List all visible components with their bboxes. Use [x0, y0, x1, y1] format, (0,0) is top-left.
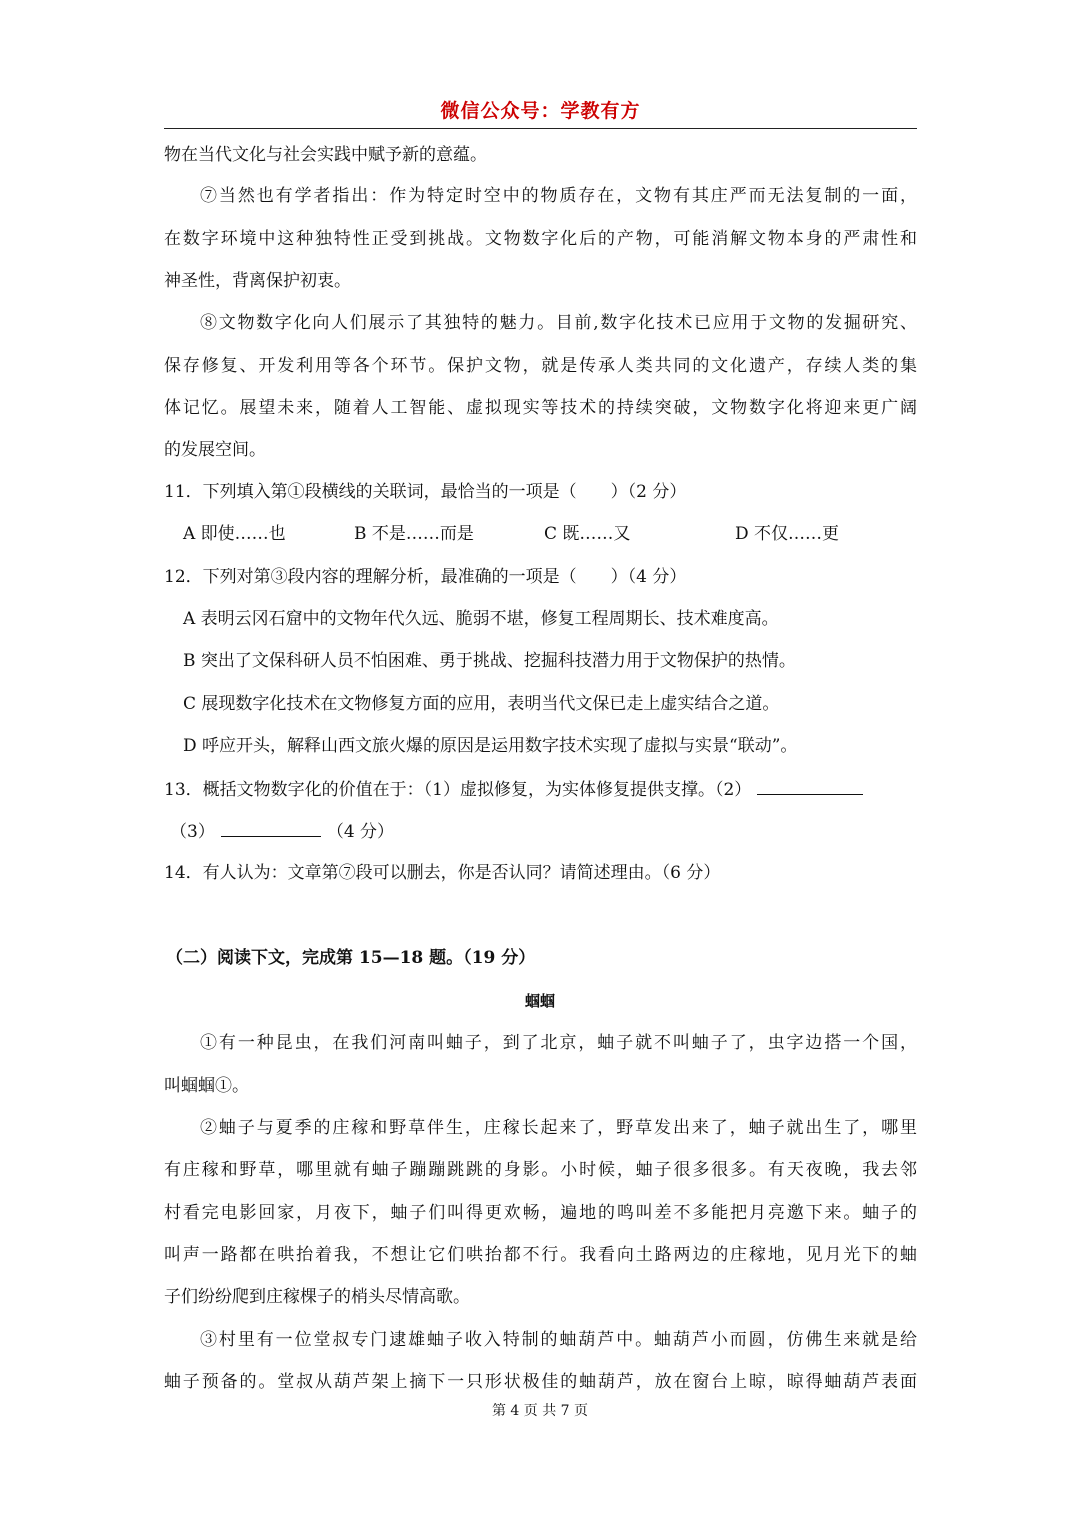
article-title: 蝈蝈 [524, 992, 555, 1010]
q13-text: 13．概括文物数字化的价值在于：（1）虚拟修复，为实体修复提供支撑。（2） [164, 780, 752, 800]
article-line: ②蚰子与夏季的庄稼和野草伴生，庄稼长起来了，野草发出来了，蚰子就出生了，哪里 [200, 1118, 917, 1138]
article-line: 叫声一路都在哄抬着我，不想让它们哄抬都不行。我看向土路两边的庄稼地，见月光下的蚰 [164, 1245, 917, 1265]
question-13-line1 [164, 776, 863, 802]
passage-line: 的发展空间。 [164, 440, 266, 460]
question-14-stem: 14．有人认为：文章第⑦段可以删去，你是否认同？请简述理由。（6 分） [164, 863, 721, 883]
q13-score: （4 分） [326, 822, 395, 842]
article-line: ③村里有一位堂叔专门逮雄蚰子收入特制的蚰葫芦中。蚰葫芦小而圆，仿佛生来就是给 [200, 1330, 917, 1350]
q13-answer-blank-2[interactable] [757, 776, 863, 795]
q13-answer-blank-3[interactable] [221, 818, 321, 837]
article-line: 有庄稼和野草，哪里就有蚰子蹦蹦跳跳的身影。小时候，蚰子很多很多。有天夜晚，我去邻 [164, 1160, 917, 1180]
page-header [164, 98, 917, 129]
passage-line: ⑧文物数字化向人们展示了其独特的魅力。目前,数字化技术已应用于文物的发掘研究、 [200, 313, 917, 333]
passage-line: 保存修复、开发利用等各个环节。保护文物，就是传承人类共同的文化遗产，存续人类的集 [164, 356, 917, 376]
q11-option-c: C 既……又 [544, 524, 631, 544]
q11-option-a: A 即使……也 [183, 524, 286, 544]
passage-line: 神圣性，背离保护初衷。 [164, 271, 351, 291]
passage-line: 在数字环境中这种独特性正受到挑战。文物数字化后的产物，可能消解文物本身的严肃性和 [164, 229, 917, 249]
q12-option-b: B 突出了文保科研人员不怕困难、勇于挑战、挖掘科技潜力用于文物保护的热情。 [183, 651, 796, 671]
article-line: 子们纷纷爬到庄稼棵子的梢头尽情高歌。 [164, 1287, 470, 1307]
q13-prefix: （3） [170, 822, 215, 842]
q11-option-d: D 不仅……更 [735, 524, 840, 544]
page-footer: 第 4 页 共 7 页 [491, 1403, 589, 1419]
q12-option-c: C 展现数字化技术在文物修复方面的应用，表明当代文保已走上虚实结合之道。 [183, 694, 780, 714]
article-line: 蚰子预备的。堂叔从葫芦架上摘下一只形状极佳的蚰葫芦，放在窗台上晾，晾得蚰葫芦表面 [164, 1372, 917, 1392]
q12-option-a: A 表明云冈石窟中的文物年代久远、脆弱不堪，修复工程周期长、技术难度高。 [183, 609, 779, 629]
passage-line: 体记忆。展望未来，随着人工智能、虚拟现实等技术的持续突破，文物数字化将迎来更广阔 [164, 398, 917, 418]
question-13-line2 [170, 818, 394, 844]
question-11-stem: 11．下列填入第①段横线的关联词，最恰当的一项是（ ）（2 分） [164, 482, 687, 502]
q12-option-d: D 呼应开头，解释山西文旅火爆的原因是运用数字技术实现了虚拟与实景“联动”。 [183, 736, 798, 756]
article-line: ①有一种昆虫，在我们河南叫蚰子，到了北京，蚰子就不叫蚰子了，虫字边搭一个国， [200, 1033, 917, 1053]
section-heading: （二）阅读下文，完成第 15—18 题。（19 分） [166, 948, 536, 968]
article-line: 村看完电影回家，月夜下，蚰子们叫得更欢畅，遍地的鸣叫差不多能把月亮邀下来。蚰子的 [164, 1203, 917, 1223]
header-title: 微信公众号：学教有方 [440, 100, 641, 122]
article-line: 叫蝈蝈①。 [164, 1076, 249, 1096]
question-12-stem: 12．下列对第③段内容的理解分析，最准确的一项是（ ）（4 分） [164, 567, 687, 587]
q11-option-b: B 不是……而是 [354, 524, 474, 544]
passage-line: 物在当代文化与社会实践中赋予新的意蕴。 [164, 145, 487, 165]
passage-line: ⑦当然也有学者指出：作为特定时空中的物质存在，文物有其庄严而无法复制的一面， [200, 186, 917, 206]
